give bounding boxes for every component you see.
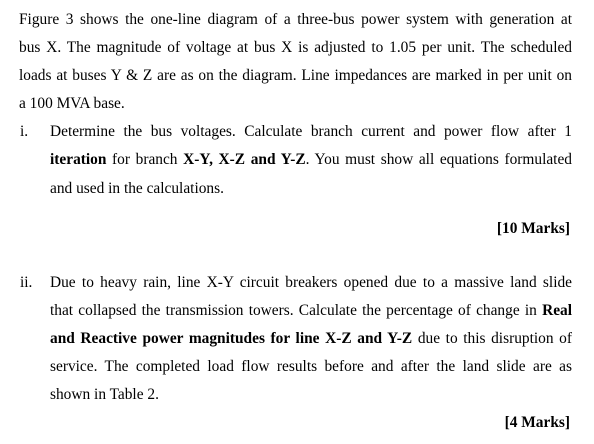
question-1-text-for-branch: for branch [106,151,184,168]
question-2-line-1: Due to heavy rain, line X-Y circuit breakers opened due to a massive land slide [50,274,572,291]
question-2-text-disruption: due to this disruption of [412,330,572,347]
question-2-bold-reactive: and Reactive power magnitudes for line X-Z and Y-Z [50,330,413,347]
question-2-bold-real: Real [542,302,572,319]
question-1-line-2 [50,151,572,169]
question-1-label: i. [20,123,29,140]
intro-line-1: Figure 3 shows the one-line diagram of a three-bus power system with generation at [19,11,572,28]
question-2-line-5: shown in Table 2. [50,386,159,403]
question-2-line-2 [50,302,572,320]
question-1-bold-branches: X-Y, X-Z and Y-Z [183,151,306,168]
intro-line-4: a 100 MVA base. [19,95,125,112]
question-1-bold-iteration: iteration [50,151,107,168]
question-2-text-percentage: that collapsed the transmission towers. Calculate the percentage of change in [50,302,543,319]
question-2-marks: [4 Marks] [504,414,570,431]
question-2-label: ii. [20,274,33,291]
question-1-line-3: and used in the calculations. [50,180,224,197]
question-1-text-equations: . You must show all equations formulated [305,151,572,168]
question-2-line-4: service. The completed load flow results before and after the land slide are as [50,358,572,375]
intro-line-3: loads at buses Y & Z are as on the diagram. Line impedances are marked in per unit on [19,67,572,84]
question-2-line-3 [50,330,572,348]
question-1-line-1: Determine the bus voltages. Calculate branch current and power flow after 1 [50,123,572,140]
intro-line-2: bus X. The magnitude of voltage at bus X is adjusted to 1.05 per unit. The scheduled [19,39,572,56]
question-1-marks: [10 Marks] [496,220,570,237]
